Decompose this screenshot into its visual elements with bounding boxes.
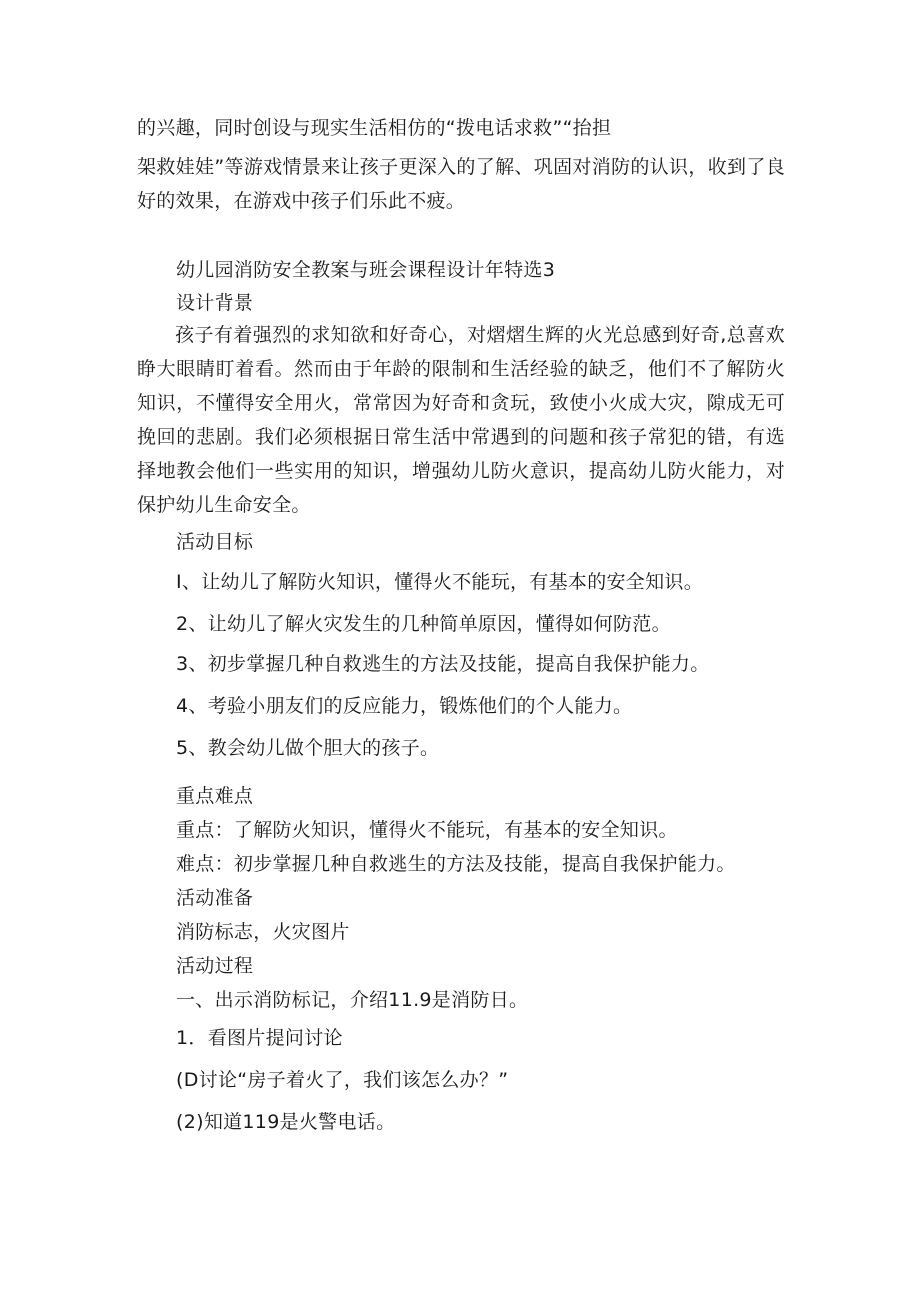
key-difficulty-heading: 重点难点 — [176, 785, 254, 807]
goal-item-5: 5、教会幼儿做个胆大的孩子。 — [176, 737, 440, 759]
difficulty-line: 难点：初步掌握几种自救逃生的方法及技能，提高自我保护能力。 — [176, 853, 736, 875]
key-point-line: 重点：了解防火知识，懂得火不能玩，有基本的安全知识。 — [176, 819, 678, 841]
background-paragraph: 孩子有着强烈的求知欲和好奇心，对熠熠生辉的火光总感到好奇,总喜欢睁大眼睛盯着看。然而由于年龄的限制和生活经验的缺乏，他们不了解防火知识，不懂得安全用火，常常因为好奇和贪玩，致使小火成大灾，隙成无可挽回的悲剧。我们必须根据日常生活中常遇到的问题和孩子常犯的错，有选择地教会他们一些实用的知识，增强幼儿防火意识，提高幼儿防火能力，对保护幼儿生命安全。 — [137, 324, 785, 516]
goal-item-1: I、让幼儿了解防火知识，懂得火不能玩，有基本的安全知识。 — [176, 571, 704, 593]
preparation-heading: 活动准备 — [176, 887, 254, 909]
process-step-1-1-a: (D讨论“房子着火了，我们该怎么办？” — [176, 1069, 509, 1091]
goal-item-3: 3、初步掌握几种自救逃生的方法及技能，提高自我保护能力。 — [176, 653, 710, 675]
preparation-text: 消防标志，火灾图片 — [176, 921, 350, 943]
goal-item-4: 4、考验小朋友们的反应能力，锻炼他们的个人能力。 — [176, 695, 633, 717]
process-step-1-1-b: (2)知道119是火警电话。 — [176, 1111, 396, 1133]
intro-line-2: 架救娃娃”等游戏情景来让孩子更深入的了解、巩固对消防的认识，收到了良好的效果，在游戏中孩子们乐此不疲。 — [137, 156, 785, 212]
process-step-1-1: 1．看图片提问讨论 — [176, 1027, 343, 1049]
goal-item-2: 2、让幼儿了解火灾发生的几种简单原因，懂得如何防范。 — [176, 613, 671, 635]
process-heading: 活动过程 — [176, 955, 254, 977]
lesson-title: 幼儿园消防安全教案与班会课程设计年特选3 — [176, 259, 556, 281]
goals-heading: 活动目标 — [176, 531, 254, 553]
background-heading: 设计背景 — [176, 292, 254, 314]
intro-line-1: 的兴趣，同时创设与现实生活相仿的“拨电话求救”“抬担 — [137, 117, 612, 139]
process-step-1: 一、出示消防标记，介绍11.9是消防日。 — [176, 989, 529, 1011]
